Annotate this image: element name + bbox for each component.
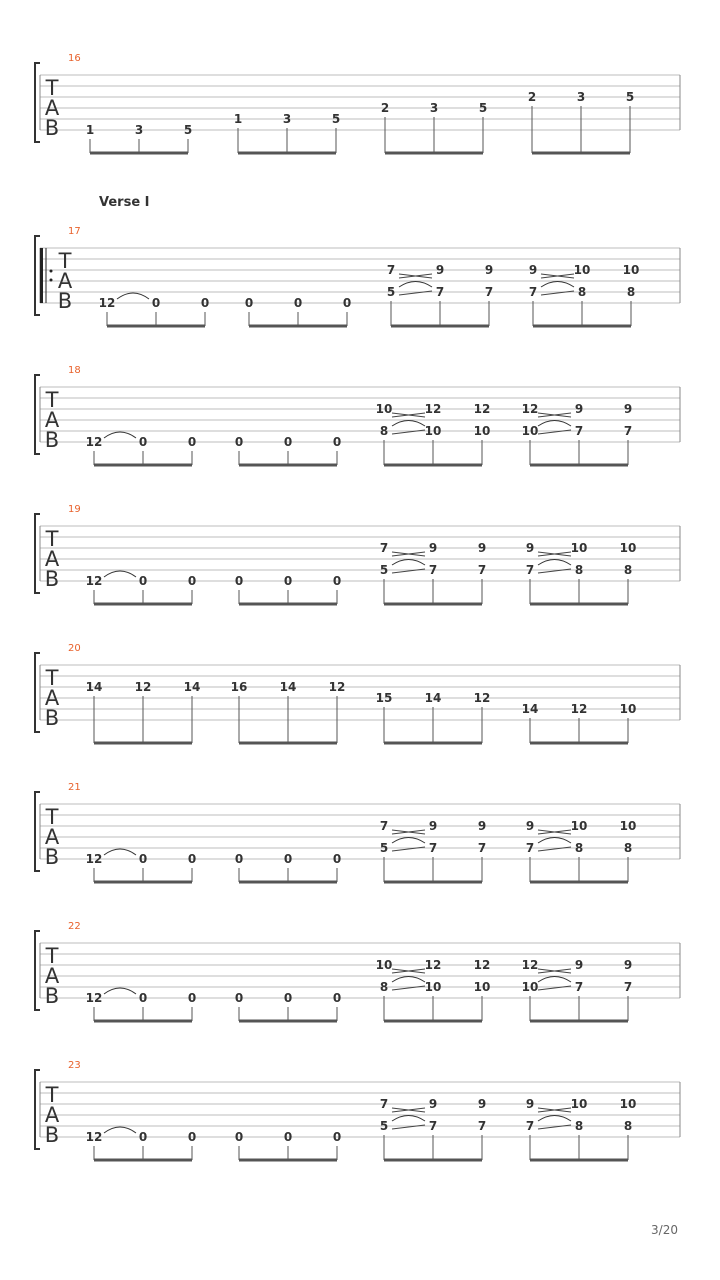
fret-number: 7: [525, 841, 535, 855]
tab-system-20: [35, 643, 680, 743]
fret-number: 14: [183, 680, 201, 694]
tab-clef-letter: A: [44, 825, 60, 849]
fret-number: 0: [234, 1130, 244, 1144]
fret-number: 0: [283, 435, 293, 449]
fret-number: 10: [521, 980, 539, 994]
tab-clef-letter: T: [45, 388, 59, 412]
fret-number: 0: [332, 1130, 342, 1144]
tie-arc: [538, 838, 571, 844]
fret-number: 0: [244, 296, 254, 310]
fret-number: 2: [527, 90, 537, 104]
fret-number: 7: [477, 841, 487, 855]
tab-clef-letter: B: [57, 289, 73, 313]
fret-number: 0: [187, 435, 197, 449]
tab-system-22: [35, 921, 680, 1021]
tie-arc: [538, 1116, 571, 1122]
fret-number: 12: [473, 958, 491, 972]
fret-number: 8: [379, 980, 389, 994]
fret-number: 7: [574, 424, 584, 438]
tie-arc: [104, 849, 136, 855]
fret-number: 10: [570, 1097, 588, 1111]
fret-number: 10: [619, 819, 637, 833]
fret-number: 0: [342, 296, 352, 310]
fret-number: 0: [234, 991, 244, 1005]
fret-number: 7: [428, 1119, 438, 1133]
fret-number: 8: [574, 1119, 584, 1133]
fret-number: 8: [574, 841, 584, 855]
fret-number: 12: [85, 991, 103, 1005]
repeat-dot: [50, 270, 53, 273]
fret-number: 7: [525, 1119, 535, 1133]
fret-number: 12: [473, 691, 491, 705]
fret-number: 5: [183, 123, 193, 137]
fret-number: 7: [525, 563, 535, 577]
fret-number: 3: [134, 123, 144, 137]
tie-arc: [117, 293, 149, 299]
tie-arc: [538, 560, 571, 566]
fret-number: 9: [525, 1097, 535, 1111]
fret-number: 14: [279, 680, 297, 694]
system-bracket: [35, 653, 40, 732]
fret-number: 9: [528, 263, 538, 277]
fret-number: 0: [332, 435, 342, 449]
tab-system-18: [35, 365, 680, 465]
fret-number: 12: [424, 958, 442, 972]
fret-number: 12: [328, 680, 346, 694]
tab-clef-letter: A: [44, 686, 60, 710]
page-number: 3/20: [651, 1223, 678, 1237]
tie-arc: [399, 282, 432, 288]
tie-arc: [392, 421, 425, 427]
fret-number: 7: [428, 841, 438, 855]
fret-number: 9: [435, 263, 445, 277]
fret-number: 0: [283, 852, 293, 866]
fret-number: 14: [85, 680, 103, 694]
fret-number: 10: [473, 980, 491, 994]
fret-number: 1: [85, 123, 95, 137]
fret-number: 1: [233, 112, 243, 126]
fret-number: 15: [375, 691, 393, 705]
tab-clef-letter: A: [44, 1103, 60, 1127]
fret-number: 0: [187, 1130, 197, 1144]
fret-number: 12: [98, 296, 116, 310]
fret-number: 9: [428, 1097, 438, 1111]
fret-number: 9: [623, 402, 633, 416]
fret-number: 10: [375, 958, 393, 972]
system-bracket: [35, 63, 40, 142]
fret-number: 0: [293, 296, 303, 310]
fret-number: 16: [230, 680, 248, 694]
fret-number: 9: [477, 541, 487, 555]
fret-number: 0: [187, 991, 197, 1005]
tab-clef-letter: T: [45, 805, 59, 829]
tab-system-23: [35, 1060, 680, 1160]
fret-number: 0: [234, 852, 244, 866]
section-label: Verse I: [99, 195, 150, 210]
fret-number: 7: [428, 563, 438, 577]
tab-clef-letter: B: [44, 567, 60, 591]
fret-number: 0: [187, 574, 197, 588]
fret-number: 12: [85, 1130, 103, 1144]
fret-number: 7: [477, 563, 487, 577]
fret-number: 10: [424, 980, 442, 994]
fret-number: 9: [574, 958, 584, 972]
fret-number: 12: [570, 702, 588, 716]
system-bracket: [35, 514, 40, 593]
fret-number: 5: [386, 285, 396, 299]
tab-clef-letter: T: [45, 1083, 59, 1107]
fret-number: 8: [623, 841, 633, 855]
fret-number: 9: [477, 1097, 487, 1111]
tie-arc: [392, 838, 425, 844]
fret-number: 0: [332, 574, 342, 588]
fret-number: 0: [138, 1130, 148, 1144]
fret-number: 10: [619, 1097, 637, 1111]
fret-number: 12: [521, 402, 539, 416]
fret-number: 5: [379, 841, 389, 855]
tab-clef-letter: A: [44, 96, 60, 120]
system-bracket: [35, 792, 40, 871]
fret-number: 0: [138, 991, 148, 1005]
tab-clef-letter: T: [58, 249, 72, 273]
fret-number: 0: [283, 991, 293, 1005]
fret-number: 9: [428, 819, 438, 833]
tie-arc: [538, 421, 571, 427]
fret-number: 9: [477, 819, 487, 833]
fret-number: 7: [623, 980, 633, 994]
repeat-dot: [50, 279, 53, 282]
tie-arc: [104, 571, 136, 577]
fret-number: 7: [574, 980, 584, 994]
fret-number: 7: [379, 541, 389, 555]
fret-number: 0: [283, 1130, 293, 1144]
measure-number: 18: [68, 365, 81, 376]
tie-arc: [392, 560, 425, 566]
tie-arc: [392, 1116, 425, 1122]
fret-number: 0: [332, 852, 342, 866]
tie-arc: [104, 1127, 136, 1133]
tab-clef-letter: A: [57, 269, 73, 293]
measure-number: 16: [68, 53, 81, 64]
fret-number: 0: [151, 296, 161, 310]
fret-number: 10: [473, 424, 491, 438]
repeat-thick-bar: [40, 248, 43, 303]
measure-number: 22: [68, 921, 81, 932]
fret-number: 12: [424, 402, 442, 416]
measure-number: 23: [68, 1060, 81, 1071]
tab-system-16: [35, 53, 680, 153]
tab-clef-letter: B: [44, 428, 60, 452]
tab-clef-letter: B: [44, 1123, 60, 1147]
fret-number: 5: [379, 563, 389, 577]
fret-number: 9: [574, 402, 584, 416]
tie-arc: [538, 977, 571, 983]
measure-number: 21: [68, 782, 81, 793]
tie-arc: [392, 977, 425, 983]
fret-number: 10: [375, 402, 393, 416]
fret-number: 0: [138, 435, 148, 449]
fret-number: 9: [525, 819, 535, 833]
fret-number: 5: [331, 112, 341, 126]
tab-clef-letter: B: [44, 845, 60, 869]
fret-number: 7: [477, 1119, 487, 1133]
tab-clef-letter: B: [44, 116, 60, 140]
fret-number: 10: [622, 263, 640, 277]
tab-clef-letter: A: [44, 547, 60, 571]
tab-clef-letter: T: [45, 527, 59, 551]
fret-number: 5: [625, 90, 635, 104]
fret-number: 7: [623, 424, 633, 438]
fret-number: 10: [619, 541, 637, 555]
fret-number: 8: [623, 1119, 633, 1133]
fret-number: 12: [473, 402, 491, 416]
tab-system-17: [35, 195, 680, 326]
tab-clef-letter: T: [45, 666, 59, 690]
fret-number: 12: [521, 958, 539, 972]
fret-number: 8: [379, 424, 389, 438]
tie-arc: [104, 988, 136, 994]
tab-system-21: [35, 782, 680, 882]
fret-number: 7: [379, 1097, 389, 1111]
fret-number: 7: [484, 285, 494, 299]
system-bracket: [35, 236, 40, 315]
measure-number: 20: [68, 643, 81, 654]
fret-number: 8: [574, 563, 584, 577]
fret-number: 9: [623, 958, 633, 972]
fret-number: 12: [85, 435, 103, 449]
fret-number: 0: [138, 574, 148, 588]
fret-number: 12: [85, 852, 103, 866]
fret-number: 14: [424, 691, 442, 705]
fret-number: 10: [570, 541, 588, 555]
tab-clef-letter: T: [45, 76, 59, 100]
measure-number: 17: [68, 226, 81, 237]
fret-number: 3: [282, 112, 292, 126]
fret-number: 0: [234, 435, 244, 449]
fret-number: 9: [484, 263, 494, 277]
tie-arc: [541, 282, 574, 288]
fret-number: 12: [134, 680, 152, 694]
fret-number: 8: [577, 285, 587, 299]
fret-number: 0: [187, 852, 197, 866]
fret-number: 5: [478, 101, 488, 115]
fret-number: 3: [576, 90, 586, 104]
fret-number: 0: [200, 296, 210, 310]
fret-number: 10: [424, 424, 442, 438]
system-bracket: [35, 931, 40, 1010]
tab-clef-letter: B: [44, 984, 60, 1008]
tie-arc: [104, 432, 136, 438]
fret-number: 7: [379, 819, 389, 833]
system-bracket: [35, 1070, 40, 1149]
fret-number: 7: [435, 285, 445, 299]
measure-number: 19: [68, 504, 81, 515]
tab-clef-letter: T: [45, 944, 59, 968]
fret-number: 10: [521, 424, 539, 438]
fret-number: 0: [138, 852, 148, 866]
fret-number: 2: [380, 101, 390, 115]
fret-number: 14: [521, 702, 539, 716]
tab-clef-letter: A: [44, 964, 60, 988]
fret-number: 9: [428, 541, 438, 555]
fret-number: 5: [379, 1119, 389, 1133]
fret-number: 12: [85, 574, 103, 588]
fret-number: 0: [234, 574, 244, 588]
fret-number: 7: [386, 263, 396, 277]
fret-number: 8: [623, 563, 633, 577]
fret-number: 3: [429, 101, 439, 115]
tab-system-19: [35, 504, 680, 604]
system-bracket: [35, 375, 40, 454]
fret-number: 9: [525, 541, 535, 555]
fret-number: 8: [626, 285, 636, 299]
fret-number: 0: [283, 574, 293, 588]
fret-number: 10: [570, 819, 588, 833]
fret-number: 0: [332, 991, 342, 1005]
fret-number: 10: [573, 263, 591, 277]
fret-number: 7: [528, 285, 538, 299]
tab-clef-letter: A: [44, 408, 60, 432]
tab-clef-letter: B: [44, 706, 60, 730]
fret-number: 10: [619, 702, 637, 716]
